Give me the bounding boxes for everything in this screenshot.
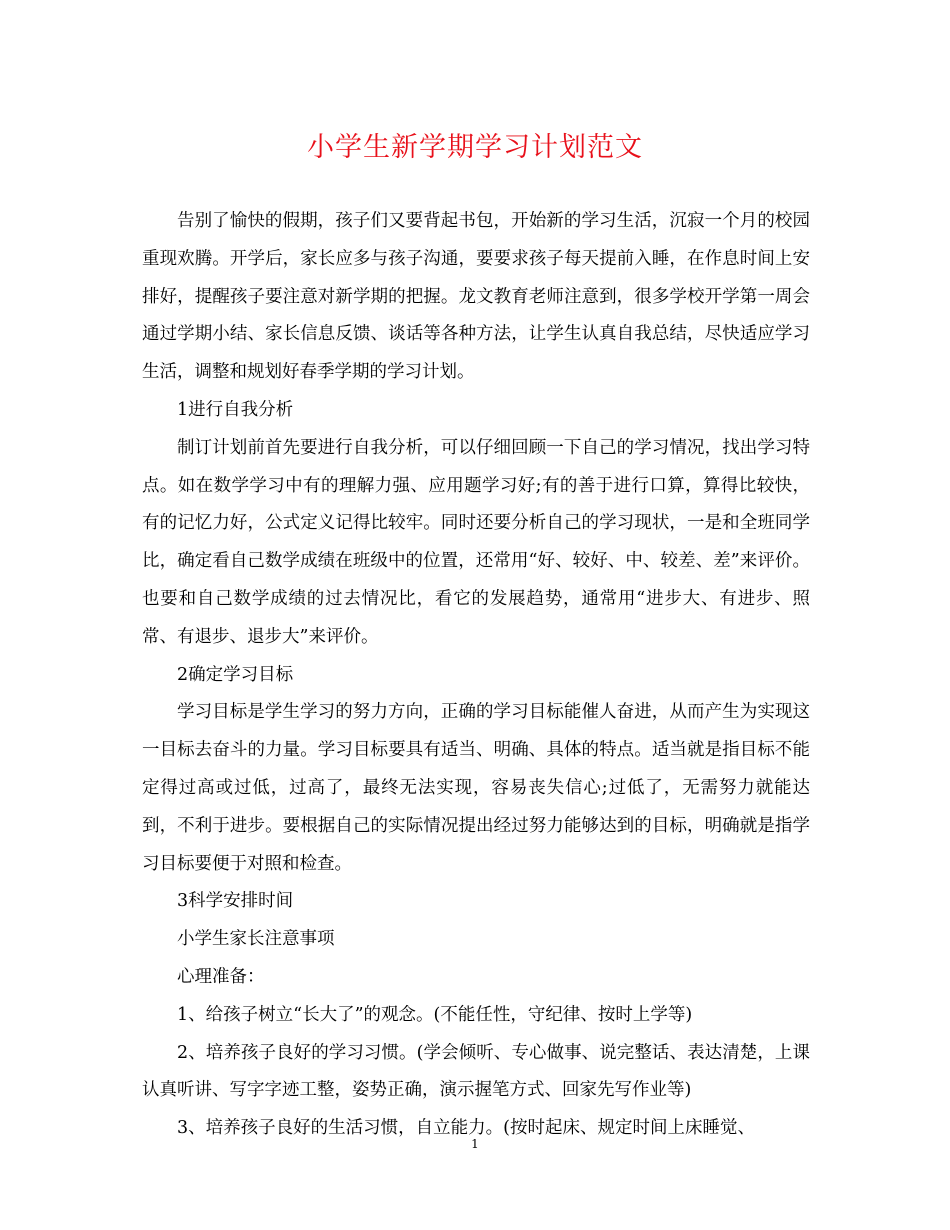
document-title: 小学生新学期学习计划范文 <box>307 132 643 163</box>
section-heading-self-analysis: 1进行自我分析 <box>177 399 294 420</box>
section-heading-learning-goals: 2确定学习目标 <box>177 664 294 685</box>
page-number: 1 <box>471 1137 479 1151</box>
section-heading-parent-notes: 小学生家长注意事项 <box>177 929 335 950</box>
subheading-mental-preparation: 心理准备： <box>177 966 265 987</box>
section-heading-time-planning: 3科学安排时间 <box>177 891 294 912</box>
intro-paragraph: 告别了愉快的假期，孩子们又要背起书包，开始新的学习生活，沉寂一个月的校园重现欢腾。开学后，家长应多与孩子沟通，要要求孩子每天提前入睡，在作息时间上安排好，提醒孩子要注意对新学期的把握。龙文教育老师注意到，很多学校开学第一周会通过学期小结、家长信息反馈、谈话等各种方法，让学生认真自我总结，尽快适应学习生活，调整和规划好春季学期的学习计划。 <box>142 211 810 383</box>
learning-goals-paragraph: 学习目标是学生学习的努力方向，正确的学习目标能催人奋进，从而产生为实现这一目标去奋斗的力量。学习目标要具有适当、明确、具体的特点。适当就是指目标不能定得过高或过低，过高了，最终无法实现，容易丧失信心;过低了，无需努力就能达到，不利于进步。要根据自己的实际情况提出经过努力能够达到的目标，明确就是指学习目标要便于对照和检查。 <box>142 702 810 874</box>
list-item: 2、培养孩子良好的学习习惯。(学会倾听、专心做事、说完整话、表达清楚，上课认真听讲、写字字迹工整，姿势正确，演示握笔方式、回家先写作业等) <box>142 1042 810 1101</box>
list-item: 3、培养孩子良好的生活习惯，自立能力。(按时起床、规定时间上床睡觉、 <box>177 1118 755 1139</box>
self-analysis-paragraph: 制订计划前首先要进行自我分析，可以仔细回顾一下自己的学习情况，找出学习特点。如在数学学习中有的理解力强、应用题学习好;有的善于进行口算，算得比较快，有的记忆力好，公式定义记得比较牢。同时还要分析自己的学习现状，一是和全班同学比，确定看自己数学成绩在班级中的位置，还常用“好、较好、中、较差、差”来评价。也要和自己数学成绩的过去情况比，看它的发展趋势，通常用“进步大、有进步、照常、有退步、退步大”来评价。 <box>142 437 810 647</box>
list-item: 1、给孩子树立“长大了”的观念。(不能任性，守纪律、按时上学等) <box>177 1004 693 1025</box>
document-body <box>142 203 810 1148</box>
